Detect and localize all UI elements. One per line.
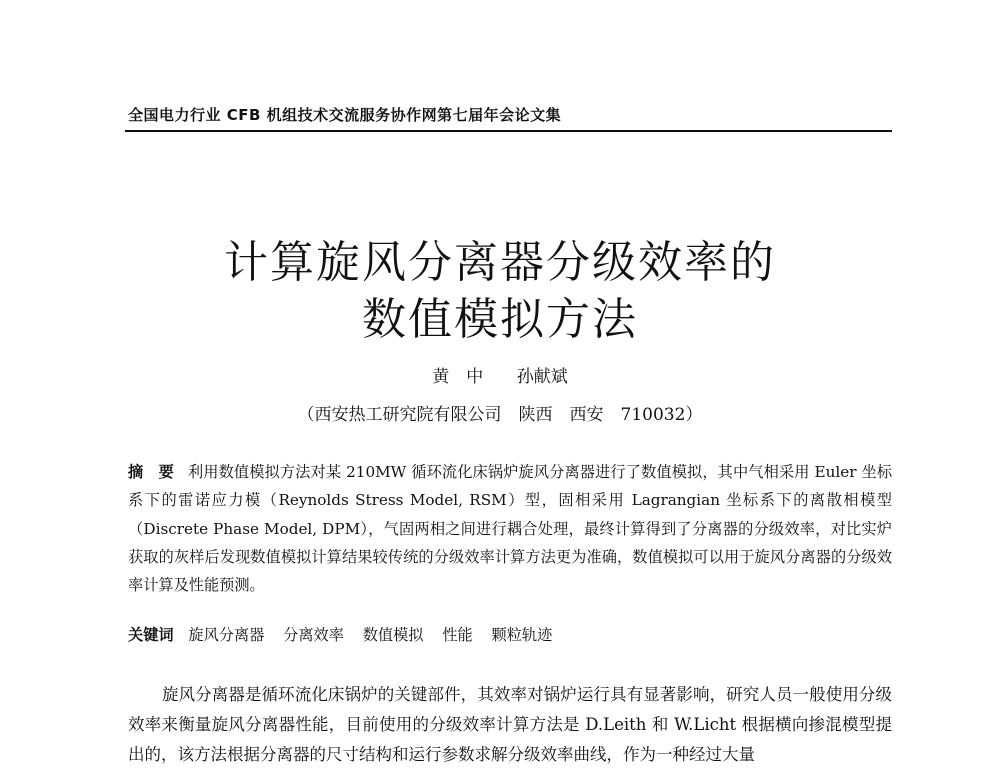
affiliation: （西安热工研究院有限公司 陕西 西安 710032）	[297, 405, 703, 425]
paper-title-line-1: 计算旋风分离器分级效率的	[224, 237, 776, 288]
keyword-item: 性能	[442, 626, 473, 644]
keywords	[128, 622, 892, 648]
keyword-item: 分离效率	[283, 626, 344, 644]
authors	[0, 362, 1000, 387]
author-1: 黄 中	[432, 367, 484, 387]
author-2: 孙献斌	[516, 367, 568, 387]
keyword-item: 旋风分离器	[188, 626, 265, 644]
running-header: 全国电力行业 CFB 机组技术交流服务协作网第七届年会论文集	[128, 106, 562, 124]
abstract-label: 摘 要	[128, 463, 174, 481]
keywords-label: 关键词	[128, 626, 174, 644]
paper-title-line-2: 数值模拟方法	[362, 294, 638, 345]
body-paragraph: 旋风分离器是循环流化床锅炉的关键部件，其效率对锅炉运行具有显著影响，研究人员一般使用分级效率来衡量旋风分离器性能，目前使用的分级效率计算方法是 D.Leith 和 W.Licht 根据横向掺混模型提出的，该方法根据分离器的尺寸结构和运行参数求解分级效率曲线，作为一种经过大量	[128, 685, 892, 764]
header-rule	[125, 130, 892, 132]
keyword-item: 数值模拟	[362, 626, 424, 644]
abstract-text: 利用数值模拟方法对某 210MW 循环流化床锅炉旋风分离器进行了数值模拟，其中气相采用 Euler 坐标系下的雷诺应力模（Reynolds Stress Model, RSM）型，固相采用 Lagrangian 坐标系下的离散相模型（Discrete Phase Model, DPM），气固两相之间进行耦合处理，最终计算得到了分离器的分级效率，对比实炉获取的灰样后发现数值模拟计算结果较传统的分级效率计算方法更为准确，数值模拟可以用于旋风分离器的分级效率计算及性能预测。	[128, 463, 893, 595]
keyword-item: 颗粒轨迹	[491, 626, 553, 644]
abstract	[128, 458, 892, 599]
